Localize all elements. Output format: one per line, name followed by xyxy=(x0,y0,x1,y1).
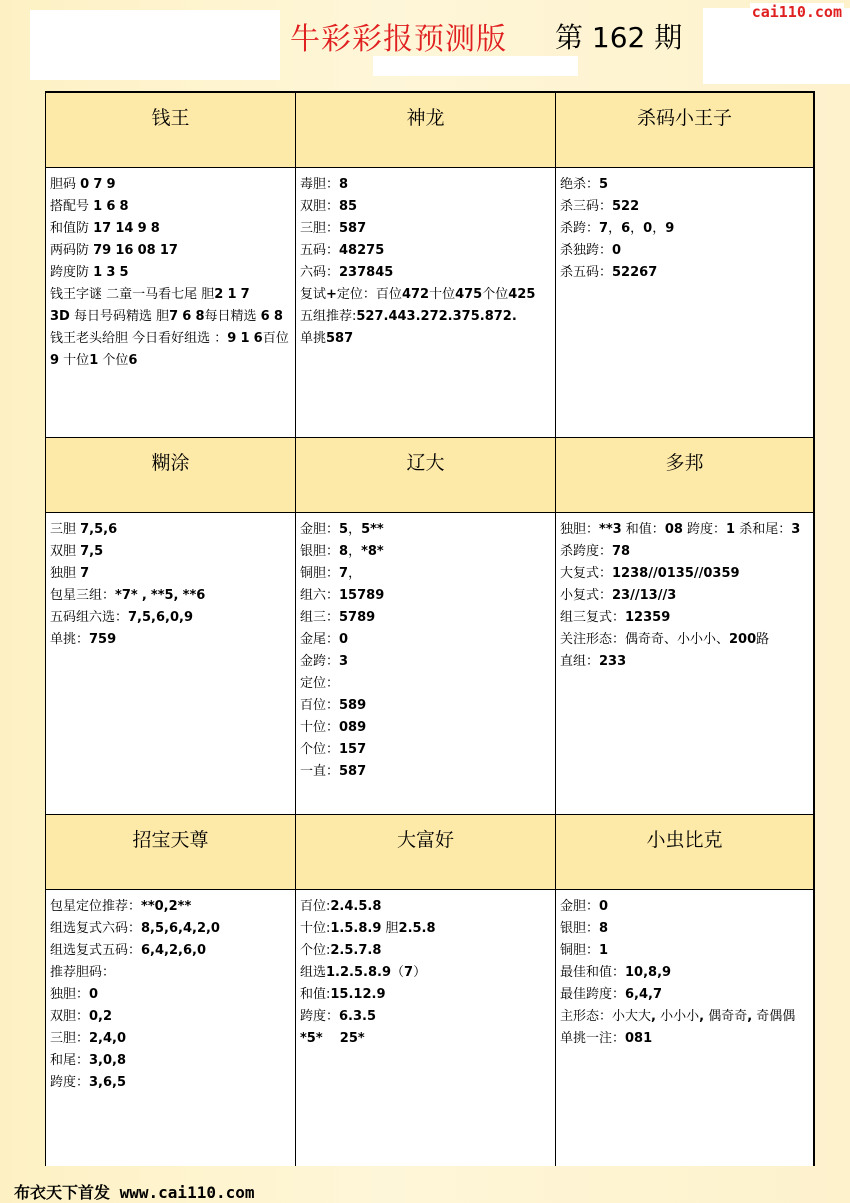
prediction-line: 小复式：23//13//3 xyxy=(560,588,677,603)
blank-panel-center xyxy=(373,56,578,76)
prediction-line: 组选1.2.5.8.9（7） xyxy=(300,965,427,980)
prediction-line: 胆码 0 7 9 xyxy=(50,177,116,192)
prediction-line: 百位：589 xyxy=(300,698,367,713)
prediction-line: 组选复式五码：6,4,2,6,0 xyxy=(50,943,206,958)
cell-header-9: 小虫比克 xyxy=(556,815,813,890)
prediction-line: 独胆：0 xyxy=(50,987,99,1002)
prediction-line: 复试+定位：百位472十位475个位425 xyxy=(300,287,536,302)
cell-body-2 xyxy=(296,168,556,438)
page-title: 牛彩彩报预测版 xyxy=(290,22,507,57)
cell-header-3: 杀码小王子 xyxy=(556,93,813,168)
prediction-line: 六码：237845 xyxy=(300,265,394,280)
prediction-line: 铜胆：7， xyxy=(300,566,362,581)
prediction-line: 十位:1.5.8.9 胆2.5.8 xyxy=(300,921,436,936)
prediction-line: 跨度：3,6,5 xyxy=(50,1075,127,1090)
prediction-line: 两码防 79 16 08 17 xyxy=(50,243,178,258)
cell-body-9 xyxy=(556,890,813,1166)
prediction-line: 3D 每日号码精选 胆7 6 8每日精选 6 8 xyxy=(50,309,283,324)
cell-body-7 xyxy=(46,890,296,1166)
prediction-line: 五组推荐:527.443.272.375.872. xyxy=(300,309,517,324)
prediction-line: 毒胆：8 xyxy=(300,177,349,192)
prediction-line: 独胆 7 xyxy=(50,566,90,581)
prediction-line: 双胆 7,5 xyxy=(50,544,104,559)
prediction-line: 双胆：0,2 xyxy=(50,1009,113,1024)
prediction-line: 三胆：2,4,0 xyxy=(50,1031,127,1046)
prediction-line: 组三：5789 xyxy=(300,610,376,625)
prediction-line: 个位：157 xyxy=(300,742,367,757)
cell-header-6: 多邦 xyxy=(556,438,813,513)
cell-body-4 xyxy=(46,513,296,815)
cell-body-5 xyxy=(296,513,556,815)
prediction-line: 组六：15789 xyxy=(300,588,385,603)
cell-header-1: 钱王 xyxy=(46,93,296,168)
prediction-line: 和值防 17 14 9 8 xyxy=(50,221,160,236)
prediction-line: *5* 25* xyxy=(300,1031,365,1046)
prediction-line: 五码组六选：7,5,6,0,9 xyxy=(50,610,193,625)
prediction-line: 大复式：1238//0135//0359 xyxy=(560,566,740,581)
prediction-line: 杀五码：52267 xyxy=(560,265,658,280)
cell-body-1 xyxy=(46,168,296,438)
prediction-line: 最佳和值：10,8,9 xyxy=(560,965,672,980)
prediction-line: 一直：587 xyxy=(300,764,367,779)
prediction-line: 和尾：3,0,8 xyxy=(50,1053,127,1068)
cell-body-8 xyxy=(296,890,556,1166)
issue-number: 第 162 期 xyxy=(555,21,683,54)
prediction-line: 钱王字谜 二童一马看七尾 胆2 1 7 xyxy=(50,287,250,302)
prediction-line: 跨度：6.3.5 xyxy=(300,1009,377,1024)
prediction-line: 组选复式六码：8,5,6,4,2,0 xyxy=(50,921,220,936)
prediction-line: 定位： xyxy=(300,676,340,691)
prediction-line: 三胆：587 xyxy=(300,221,367,236)
prediction-line: 和值:15.12.9 xyxy=(300,987,386,1002)
cell-header-2: 神龙 xyxy=(296,93,556,168)
cell-header-5: 辽大 xyxy=(296,438,556,513)
prediction-line: 五码：48275 xyxy=(300,243,385,258)
cell-body-6 xyxy=(556,513,813,815)
prediction-line: 跨度防 1 3 5 xyxy=(50,265,129,280)
prediction-line: 单挑587 xyxy=(300,331,354,346)
cell-header-7: 招宝天尊 xyxy=(46,815,296,890)
prediction-line: 双胆：85 xyxy=(300,199,358,214)
prediction-line: 金胆：5，5** xyxy=(300,522,384,537)
prediction-line: 十位：089 xyxy=(300,720,367,735)
prediction-line: 包星定位推荐：**0,2** xyxy=(50,899,192,914)
prediction-line: 金跨：3 xyxy=(300,654,349,669)
cell-body-3 xyxy=(556,168,813,438)
prediction-line: 杀独跨：0 xyxy=(560,243,622,258)
prediction-line: 推荐胆码： xyxy=(50,965,116,980)
prediction-line: 金胆：0 xyxy=(560,899,609,914)
prediction-line: 单挑：759 xyxy=(50,632,117,647)
prediction-line: 关注形态：偶奇奇、小小小、200路 xyxy=(560,632,770,647)
cell-header-4: 糊涂 xyxy=(46,438,296,513)
prediction-line: 银胆：8 xyxy=(560,921,609,936)
prediction-line: 钱王老头给胆 今日看好组选 ：9 1 6百位9 十位1 个位6 xyxy=(50,331,289,368)
prediction-line: 三胆 7,5,6 xyxy=(50,522,118,537)
prediction-line: 金尾：0 xyxy=(300,632,349,647)
blank-panel-left xyxy=(30,10,280,80)
prediction-grid xyxy=(45,91,815,1166)
site-link[interactable]: cai110.com xyxy=(751,3,842,21)
prediction-line: 主形态：小大大, 小小小, 偶奇奇, 奇偶偶 xyxy=(560,1009,796,1024)
prediction-line: 包星三组：*7* , **5, **6 xyxy=(50,588,206,603)
footer-text: 布衣天下首发 www.cai110.com xyxy=(14,1183,255,1202)
prediction-line: 杀跨：7，6，0，9 xyxy=(560,221,675,236)
prediction-line: 银胆：8，*8* xyxy=(300,544,384,559)
prediction-line: 杀三码：522 xyxy=(560,199,640,214)
prediction-line: 百位:2.4.5.8 xyxy=(300,899,382,914)
prediction-line: 铜胆：1 xyxy=(560,943,609,958)
prediction-line: 独胆：**3 和值：08 跨度：1 杀和尾：3 杀跨度：78 xyxy=(560,522,801,559)
prediction-line: 组三复式：12359 xyxy=(560,610,671,625)
prediction-line: 绝杀：5 xyxy=(560,177,609,192)
cell-header-8: 大富好 xyxy=(296,815,556,890)
prediction-line: 直组：233 xyxy=(560,654,627,669)
prediction-line: 最佳跨度：6,4,7 xyxy=(560,987,663,1002)
prediction-line: 单挑一注：081 xyxy=(560,1031,653,1046)
prediction-line: 搭配号 1 6 8 xyxy=(50,199,129,214)
prediction-line: 个位:2.5.7.8 xyxy=(300,943,382,958)
